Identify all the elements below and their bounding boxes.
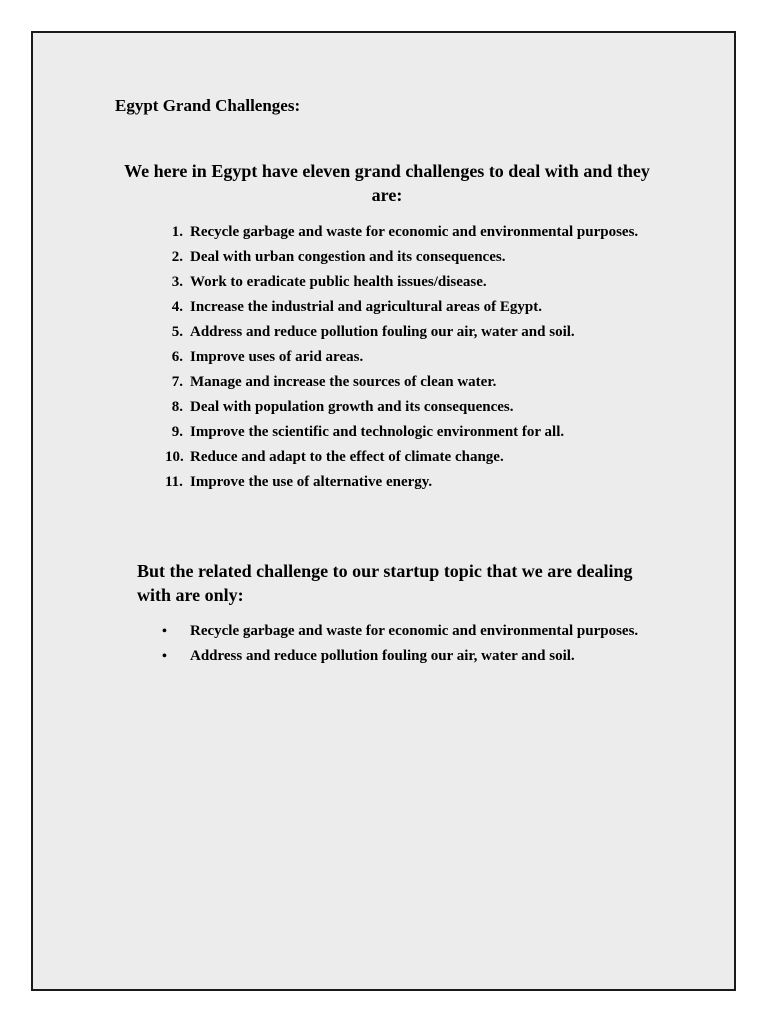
- list-item: [159, 295, 679, 320]
- list-item: [159, 644, 679, 669]
- list-number: 10.: [165, 449, 184, 465]
- list-number: 9.: [171, 424, 183, 440]
- document-heading: Egypt Grand Challenges:: [115, 96, 301, 115]
- list-number: 8.: [171, 399, 183, 415]
- list-item-text: Recycle garbage and waste for economic and environmental purposes.: [190, 623, 639, 639]
- list-item: [159, 345, 679, 370]
- list-item-text: Deal with population growth and its consequences.: [190, 399, 514, 415]
- list-number: 7.: [171, 374, 183, 390]
- list-item-text: Recycle garbage and waste for economic and environmental purposes.: [190, 224, 639, 240]
- list-item: [159, 220, 679, 245]
- list-item-text: Improve uses of arid areas.: [190, 349, 364, 365]
- list-item-text: Increase the industrial and agricultural areas of Egypt.: [190, 299, 542, 315]
- bullet-icon: •: [162, 649, 167, 664]
- list-item-text: Reduce and adapt to the effect of climate change.: [190, 449, 504, 465]
- list-item: [159, 370, 679, 395]
- list-item: [159, 619, 679, 644]
- related-challenges-list: [159, 619, 679, 669]
- list-number: 2.: [171, 249, 183, 265]
- bullet-icon: •: [162, 624, 167, 639]
- list-number: 1.: [171, 224, 183, 240]
- intro-paragraph: We here in Egypt have eleven grand challenges to deal with and they are:: [124, 161, 650, 205]
- list-item-text: Improve the scientific and technologic environment for all.: [190, 424, 565, 440]
- list-item: [159, 395, 679, 420]
- document-page: [31, 31, 736, 991]
- list-item-text: Improve the use of alternative energy.: [190, 474, 433, 490]
- challenges-list: [159, 220, 679, 495]
- list-item-text: Address and reduce pollution fouling our air, water and soil.: [190, 648, 575, 664]
- list-item: [159, 445, 679, 470]
- list-number: 11.: [165, 474, 183, 490]
- list-item: [159, 470, 679, 495]
- list-item-text: Work to eradicate public health issues/disease.: [190, 274, 487, 290]
- list-item: [159, 420, 679, 445]
- list-item-text: Deal with urban congestion and its consequences.: [190, 249, 506, 265]
- list-item: [159, 320, 679, 345]
- list-number: 6.: [171, 349, 183, 365]
- list-item-text: Manage and increase the sources of clean water.: [190, 374, 497, 390]
- list-number: 4.: [171, 299, 183, 315]
- list-item: [159, 270, 679, 295]
- list-number: 5.: [171, 324, 183, 340]
- list-number: 3.: [171, 274, 183, 290]
- list-item-text: Address and reduce pollution fouling our air, water and soil.: [190, 324, 575, 340]
- related-challenge-paragraph: But the related challenge to our startup topic that we are dealing with are only:: [137, 561, 633, 605]
- list-item: [159, 245, 679, 270]
